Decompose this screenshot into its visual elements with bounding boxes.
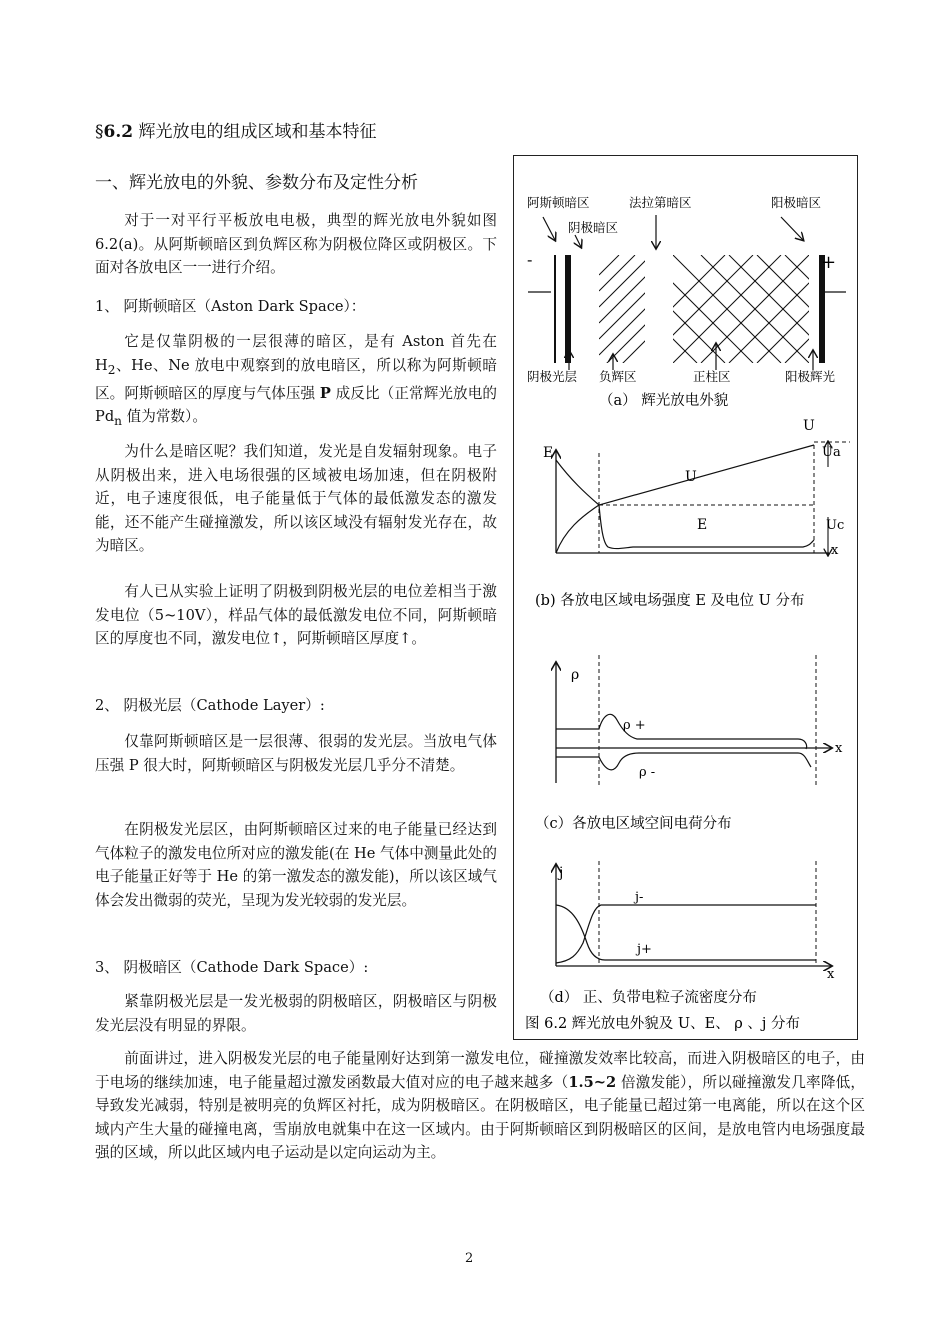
figure-a xyxy=(527,195,858,409)
caption-d: （d） 正、负带电粒子流密度分布 xyxy=(540,990,757,1006)
item2-paragraph2: 在阴极发光层区，由阿斯顿暗区过来的电子能量已经达到气体粒子的激发电位所对应的激发能(在 He 气体中测量此处的电子能量正好等于 He 的第一激发态的激发能)，所以该区域气体会发出微弱的荧光，呈现为发光较弱的发光层。 xyxy=(95,821,497,909)
caption-a: （a） 辉光放电外貌 xyxy=(599,393,729,409)
section-number: 6.2 xyxy=(103,122,134,142)
label-cathode-dark: 阴极暗区 xyxy=(568,220,619,235)
figure-c xyxy=(535,655,843,832)
label-Ua: Ua xyxy=(822,445,841,460)
bold-run: P xyxy=(319,384,331,402)
item1-paragraph3: 有人已从实验上证明了阴极到阴极光层的电位差相当于激发电位（5~10V），样品气体的最低激发电位不同，阿斯顿暗区的厚度也不同，激发电位↑，阿斯顿暗区厚度↑。 xyxy=(95,583,497,647)
label-j-minus: j- xyxy=(635,890,644,905)
curve-rho-plus xyxy=(556,714,807,749)
caption-c: （c）各放电区域空间电荷分布 xyxy=(535,816,732,832)
text-run: 前面讲过，进入阴极发光层的电子能量刚好达到第一激发电位，碰撞激发效率比较高，而进入阴极暗区的电子，由于电场的继续加速，电子能量超过激发函数最大值对应的电子越来越多（ xyxy=(95,1050,865,1091)
cathode-plate xyxy=(565,255,571,363)
caption-b: (b) 各放电区域电场强度 E 及电位 U 分布 xyxy=(535,593,805,609)
label-minus: - xyxy=(527,250,533,269)
label-Uc: Uc xyxy=(826,518,845,533)
label-U-curve: U xyxy=(685,469,697,485)
label-j-plus: j+ xyxy=(637,942,652,957)
item2-paragraph1: 仅靠阿斯顿暗区是一层很薄、很弱的发光层。当放电气体压强 P 很大时，阿斯顿暗区与阴极发光层几乎分不清楚。 xyxy=(95,733,497,774)
curve-j-minus xyxy=(556,905,816,963)
label-x-b: x xyxy=(831,543,839,558)
item3-paragraph1: 紧靠阴极光层是一发光极弱的阴极暗区，阴极暗区与阴极发光层没有明显的界限。 xyxy=(95,993,497,1034)
curve-E xyxy=(556,460,599,505)
arrow-anode-dark xyxy=(781,217,803,240)
figure-d xyxy=(525,861,835,1032)
figure-caption: 图 6.2 辉光放电外貌及 U、E、 ρ 、j 分布 xyxy=(525,1016,801,1032)
label-rho: ρ xyxy=(571,667,580,683)
label-cathode-layer: 阴极光层 xyxy=(527,369,578,384)
arrow-aston xyxy=(543,217,555,240)
page-number: 2 xyxy=(465,1251,474,1266)
arrow-cathode-dark xyxy=(575,235,581,247)
curve-j-plus xyxy=(556,905,816,960)
label-positive-column: 正柱区 xyxy=(693,369,731,384)
item1-paragraph1 xyxy=(95,330,497,434)
final-paragraph xyxy=(95,1047,865,1165)
subscript: n xyxy=(114,414,123,429)
item2-heading: 2、 阴极光层（Cathode Layer）: xyxy=(95,697,325,714)
label-U-top: U xyxy=(803,418,815,434)
section-title-text: 辉光放电的组成区域和基本特征 xyxy=(138,122,377,142)
label-rho-plus: ρ + xyxy=(623,718,646,733)
subsection-heading: 一、辉光放电的外貌、参数分布及定性分析 xyxy=(95,173,418,193)
subscript: 2 xyxy=(107,362,116,377)
bold-run: 1.5~2 xyxy=(568,1073,617,1091)
label-negative-glow: 负辉区 xyxy=(599,369,637,384)
text-run: 它是仅靠阴极的一层很薄的暗区，是有 Aston 首先在 H xyxy=(95,333,497,374)
text-run: 成反比（正常辉光放电的 Pd xyxy=(95,384,498,426)
label-rho-minus: ρ - xyxy=(639,765,656,780)
figure-b xyxy=(535,418,850,609)
text-run: 、He、Ne 放电中观察到的放电暗区，所以称为阿斯顿暗区。阿斯顿暗区的厚度与气体压强 xyxy=(95,356,497,402)
section-title xyxy=(95,117,376,142)
section-prefix: § xyxy=(95,122,104,142)
label-x-c: x xyxy=(835,741,843,756)
item1-paragraph2: 为什么是暗区呢？我们知道，发光是自发辐射现象。电子从阴极出来，进入电场很强的区域被电场加速，但在阴极附近，电子速度很低，电子能量低于气体的最低激发态的激发能，还不能产生碰撞激发，所以该区域没有辐射发光存在，故为暗区。 xyxy=(95,443,497,554)
figure-graphics xyxy=(513,155,858,1040)
label-aston: 阿斯顿暗区 xyxy=(527,195,590,210)
intro-paragraph: 对于一对平行平板放电电极，典型的辉光放电外貌如图 6.2(a)。从阿斯顿暗区到负辉区称为阴极位降区或阴极区。下面对各放电区一一进行介绍。 xyxy=(95,212,497,276)
label-anode-glow: 阳极辉光 xyxy=(785,369,836,384)
label-E-curve: E xyxy=(697,517,708,533)
item3-heading: 3、 阴极暗区（Cathode Dark Space）: xyxy=(95,959,369,976)
text-run: 倍激发能），所以碰撞激发几率降低，导致发光减弱，特别是被明亮的负辉区衬托，成为阴极暗区。在阴极暗区，电子能量已超过第一电离能，所以在这个区域内产生大量的碰撞电离，雪崩放电就集中在这一区域内。由于阿斯顿暗区到阴极暗区的区间，是放电管内电场强度最强的区域，所以此区域内电子运动是以定向运动为主。 xyxy=(95,1073,865,1161)
curve-U xyxy=(556,445,814,553)
label-j: j xyxy=(559,865,564,881)
item1-heading: 1、 阿斯顿暗区（Aston Dark Space）： xyxy=(95,298,366,315)
text-run: 值为常数）。 xyxy=(122,408,207,426)
label-plus: + xyxy=(821,252,837,273)
label-anode-dark: 阳极暗区 xyxy=(771,195,822,210)
curve-rho-minus xyxy=(556,753,811,770)
label-x-d: x xyxy=(827,967,835,982)
label-faraday: 法拉第暗区 xyxy=(629,195,692,210)
label-E-axis: E xyxy=(543,445,554,461)
